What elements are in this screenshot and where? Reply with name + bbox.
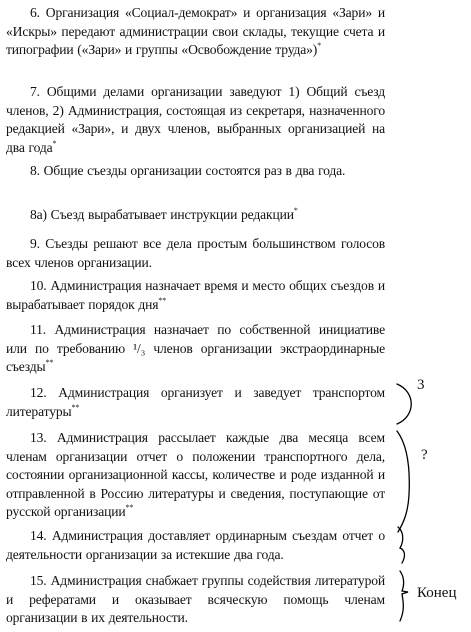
footnote-mark: * bbox=[52, 138, 57, 148]
paragraph-text: 15. Администрация снабжает группы содействия литературой и рефератами и оказывает всяческую помощь членам организации в их деятельности. bbox=[6, 573, 385, 626]
bracket-paragraph-13 bbox=[397, 431, 409, 532]
brace-paragraph-15 bbox=[400, 571, 408, 621]
paragraph-text: 13. Администрация рассылает каждые два месяца всем членам организации отчет о положении транспортного дела, состоянии организационной кассы, количестве и роде изданной и отправленной в Россию литературы и сведения, поступающие от русской организации bbox=[6, 430, 385, 520]
margin-note-3: 3 bbox=[417, 377, 425, 393]
paragraph-text: 6. Организация «Социал-демократ» и организация «Зари» и «Искры» передают администрации свои склады, текущие счета и типографии («Зари» и группы «Освобождение труда») bbox=[6, 5, 385, 58]
paragraph-text: 8а) Съезд вырабатывает инструкции редакции bbox=[30, 207, 294, 222]
paragraph-text: 10. Администрация назначает время и место общих съездов и вырабатывает порядок дня bbox=[6, 278, 385, 312]
paragraph-text: 11. Администрация назначает по собственной инициативе или по требованию ¹/₃ членов организации экстраординарные съезды bbox=[6, 322, 385, 375]
paragraph-text: 8. Общие съезды организации состоятся раз в два года. bbox=[30, 163, 346, 178]
footnote-mark: ** bbox=[158, 295, 167, 305]
paragraph-text: 14. Администрация доставляет ординарным съездам отчет о деятельности организации за истекшие два года. bbox=[6, 528, 385, 562]
footnote-mark: * bbox=[317, 41, 322, 51]
brace-paragraph-14 bbox=[398, 527, 404, 563]
paragraph-text: 9. Съезды решают все дела простым большинством голосов всех членов организации. bbox=[6, 236, 385, 270]
bracket-paragraph-12 bbox=[397, 384, 411, 424]
paragraph-text: 12. Администрация организует и заведует транспортом литературы bbox=[6, 385, 385, 419]
footnote-mark: * bbox=[293, 206, 298, 215]
footnote-mark: ** bbox=[125, 503, 134, 513]
margin-note-question: ? bbox=[421, 447, 428, 463]
footnote-mark: ** bbox=[71, 402, 80, 412]
paragraph-text: 7. Общими делами организации заведуют 1) Общий съезд членов, 2) Администрация, состоящая из секретаря, назначенного редакцией «Зари», и двух членов, выбранных организацией на два года bbox=[6, 84, 385, 155]
footnote-mark: ** bbox=[45, 358, 54, 368]
margin-note-end: Конец bbox=[417, 585, 457, 601]
